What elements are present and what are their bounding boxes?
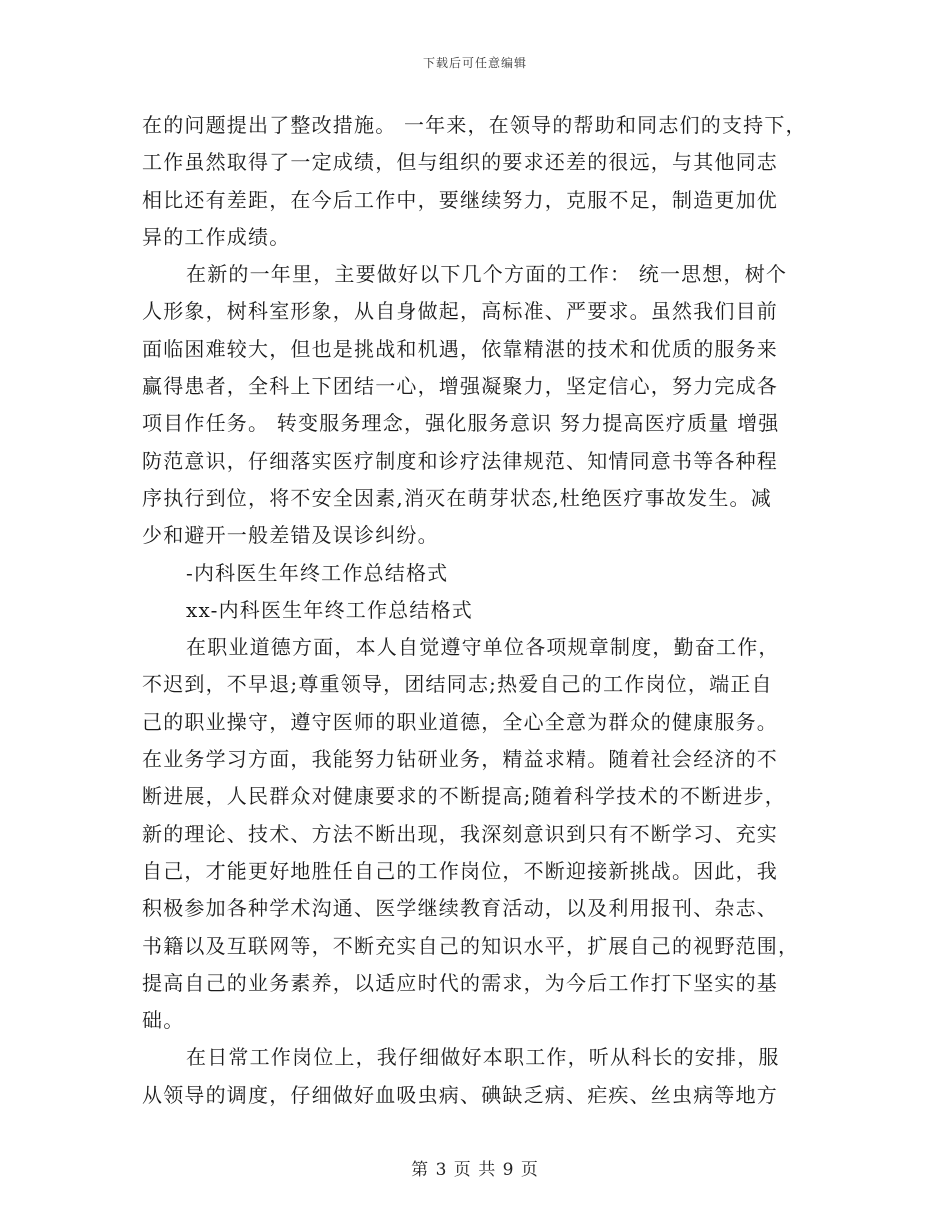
text-line: 从领导的调度，仔细做好血吸虫病、碘缺乏病、疟疾、丝虫病等地方 <box>142 1082 778 1107</box>
page-header: 下载后可任意编辑 <box>422 56 527 70</box>
text-line: 工作虽然取得了一定成绩，但与组织的要求还差的很远，与其他同志 <box>142 150 778 175</box>
text-line: 异的工作成绩。 <box>142 224 291 249</box>
text-line: 序执行到位，将不安全因素,消灭在萌芽状态,杜绝医疗事故发生。减 <box>142 485 772 510</box>
text-line: 己的职业操守，遵守医师的职业道德，全心全意为群众的健康服务。 <box>142 709 778 734</box>
text-line: 自己，才能更好地胜任自己的工作岗位，不断迎接新挑战。因此，我 <box>142 858 778 883</box>
text-line: 在的问题提出了整改措施。 一年来，在领导的帮助和同志们的支持下， <box>142 113 807 137</box>
text-line: 在新的一年里，主要做好以下几个方面的工作： 统一思想，树个 <box>186 262 788 287</box>
text-line: 面临困难较大，但也是挑战和机遇，依靠精湛的技术和优质的服务来 <box>142 336 778 361</box>
text-line: 础。 <box>142 1008 185 1033</box>
text-line: 防范意识，仔细落实医疗制度和诊疗法律规范、知情同意书等各种程 <box>142 448 778 473</box>
text-line: 断进展，人民群众对健康要求的不断提高;随着科学技术的不断进步， <box>142 784 786 809</box>
text-line: 在职业道德方面，本人自觉遵守单位各项规章制度，勤奋工作， <box>186 635 780 660</box>
text-line: 积极参加各种学术沟通、医学继续教育活动，以及利用报刊、杂志、 <box>142 896 778 921</box>
text-line: 提高自己的业务素养，以适应时代的需求，为今后工作打下坚实的基 <box>142 970 778 995</box>
text-line: 不迟到，不早退;尊重领导，团结同志;热爱自己的工作岗位，端正自 <box>142 672 773 697</box>
page-number: 第 3 页 共 9 页 <box>411 1160 539 1180</box>
text-line: 新的理论、技术、方法不断出现，我深刻意识到只有不断学习、充实 <box>142 821 778 846</box>
document-body <box>142 107 812 1114</box>
text-line: 相比还有差距，在今后工作中，要继续努力，克服不足，制造更加优 <box>142 187 778 212</box>
text-line: 赢得患者，全科上下团结一心，增强凝聚力，坚定信心，努力完成各 <box>142 374 778 399</box>
text-line: xx-内科医生年终工作总结格式 <box>186 597 473 622</box>
text-line: 少和避开一般差错及误诊纠纷。 <box>142 523 439 548</box>
text-line: -内科医生年终工作总结格式 <box>186 560 449 585</box>
text-line: 项目作任务。 转变服务理念，强化服务意识 努力提高医疗质量 增强 <box>142 411 780 436</box>
text-line: 人形象，树科室形象，从自身做起，高标准、严要求。虽然我们目前 <box>142 299 778 324</box>
text-line: 书籍以及互联网等，不断充实自己的知识水平，扩展自己的视野范围， <box>142 933 800 958</box>
text-line: 在业务学习方面，我能努力钻研业务，精益求精。随着社会经济的不 <box>142 747 778 772</box>
text-line: 在日常工作岗位上，我仔细做好本职工作，听从科长的安排，服 <box>186 1045 780 1070</box>
